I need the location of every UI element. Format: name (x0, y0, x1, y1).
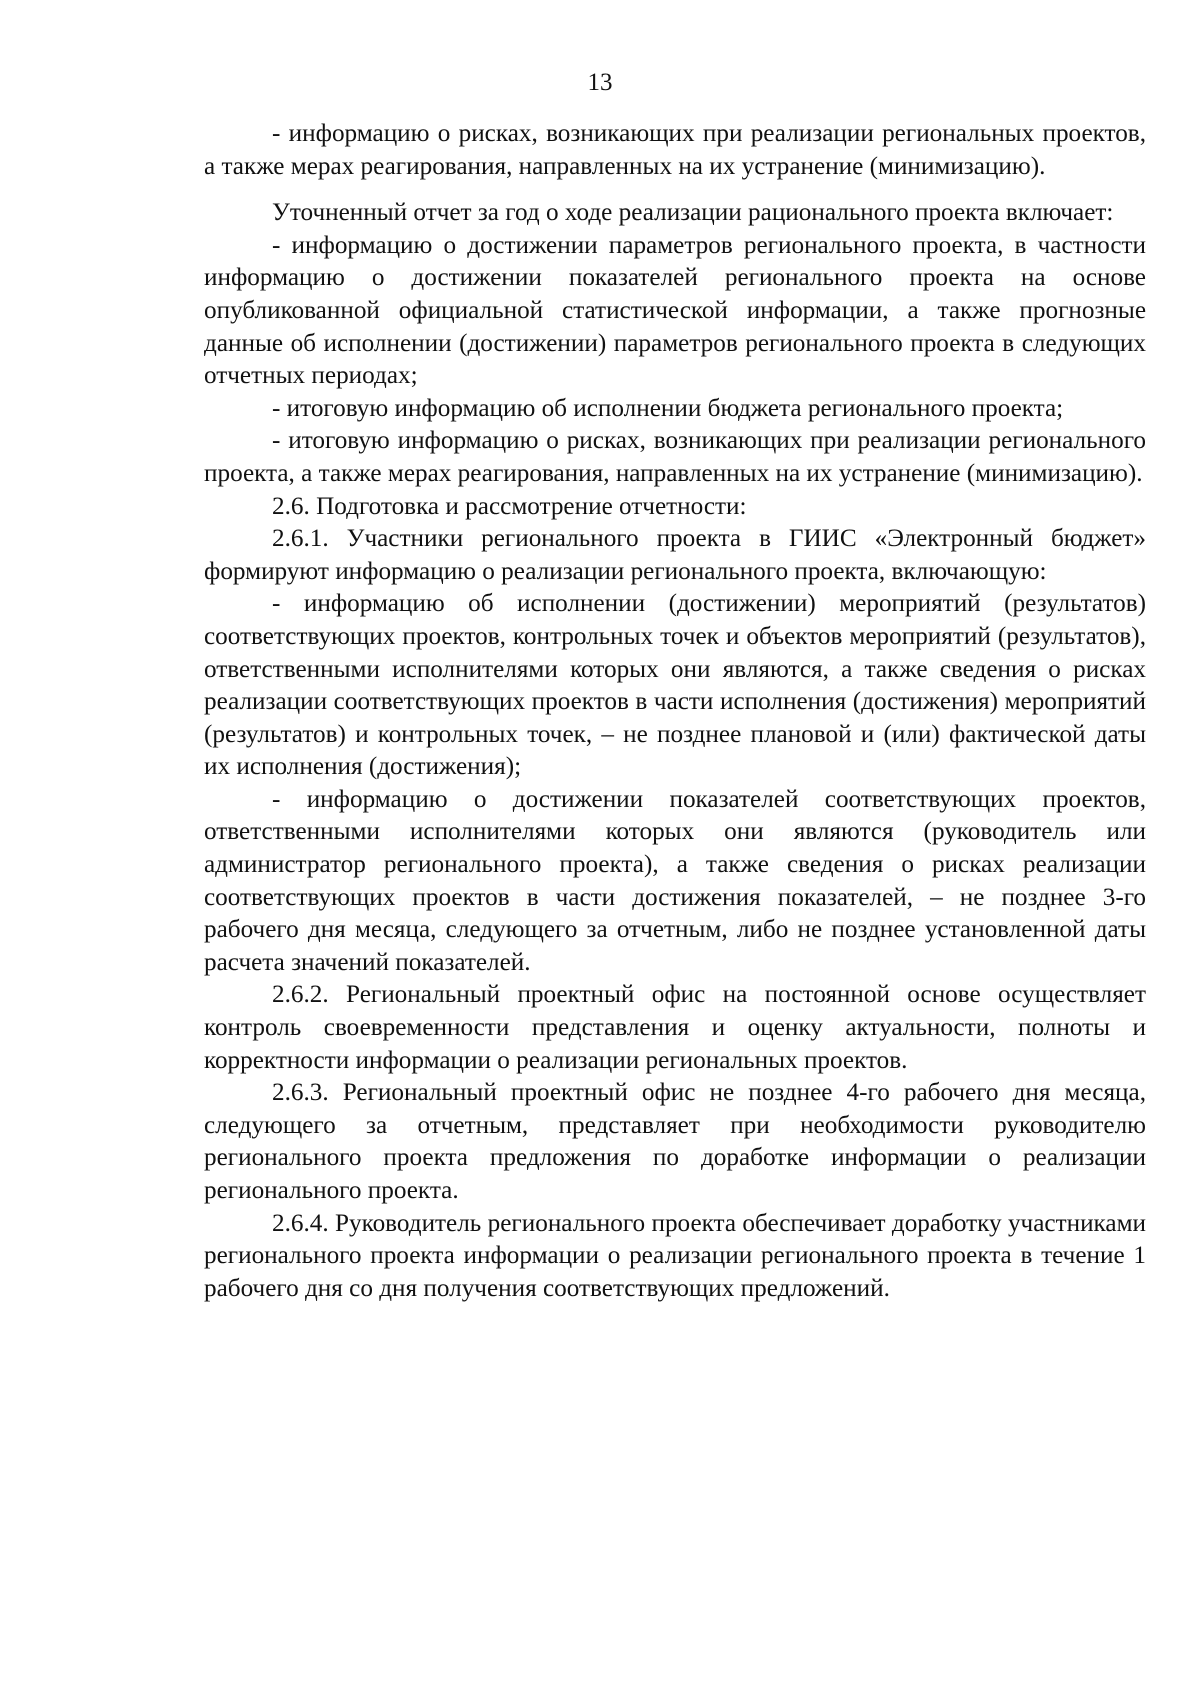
section-heading-2-6: 2.6. Подготовка и рассмотрение отчетности: (272, 492, 747, 520)
paragraph-refined-report: Уточненный отчет за год о ходе реализации рационального проекта включает: (272, 199, 1114, 227)
paragraph-budget-info: - итоговую информацию об исполнении бюджета регионального проекта; (272, 394, 1064, 422)
clause-2-6-1: 2.6.1. Участники регионального проекта в ГИИС «Электронный бюджет» формируют информацию о реализации регионального проекта, включающую: (204, 525, 1146, 585)
page-number: 13 (587, 69, 613, 96)
paragraph-indicators-info: - информацию о достижении показателей соответствующих проектов, ответственными исполнителями которых они являются (руководитель или администратор регионального проекта), а также сведения о рисках реализации соответствующих проектов в части достижения показателей, – не позднее 3-го рабочего дня месяца, следующего за отчетным, либо не позднее установленной даты расчета значений показателей. (204, 785, 1146, 976)
paragraph-parameters-info: - информацию о достижении параметров регионального проекта, в частности информацию о достижении показателей регионального проекта на основе опубликованной официальной статистической информации, а также прогнозные данные об исполнении (достижении) параметров регионального проекта в следующих отчетных периодах; (204, 231, 1146, 390)
clause-2-6-2: 2.6.2. Региональный проектный офис на постоянной основе осуществляет контроль своевременности представления и оценку актуальности, полноты и корректности информации о реализации региональных проектов. (204, 981, 1146, 1074)
clause-2-6-3: 2.6.3. Региональный проектный офис не позднее 4-го рабочего дня месяца, следующего за отчетным, представляет при необходимости руководителю регионального проекта предложения по доработке информации о реализации регионального проекта. (204, 1079, 1146, 1204)
clause-2-6-4: 2.6.4. Руководитель регионального проекта обеспечивает доработку участниками регионального проекта информации о реализации регионального проекта в течение 1 рабочего дня со дня получения соответствующих предложений. (204, 1209, 1146, 1302)
document-body (204, 118, 1146, 1305)
paragraph-final-risks-info: - итоговую информацию о рисках, возникающих при реализации регионального проекта, а также мерах реагирования, направленных на их устранение (минимизацию). (204, 427, 1146, 487)
paragraph-activities-info: - информацию об исполнении (достижении) мероприятий (результатов) соответствующих проектов, контрольных точек и объектов мероприятий (результатов), ответственными исполнителями которых они являются, а также сведения о рисках реализации соответствующих проектов в части исполнения (достижения) мероприятий (результатов) и контрольных точек, – не позднее плановой и (или) фактической даты их исполнения (достижения); (204, 590, 1146, 781)
paragraph-risks-info: - информацию о рисках, возникающих при реализации региональных проектов, а также мерах реагирования, направленных на их устранение (минимизацию). (204, 120, 1146, 180)
